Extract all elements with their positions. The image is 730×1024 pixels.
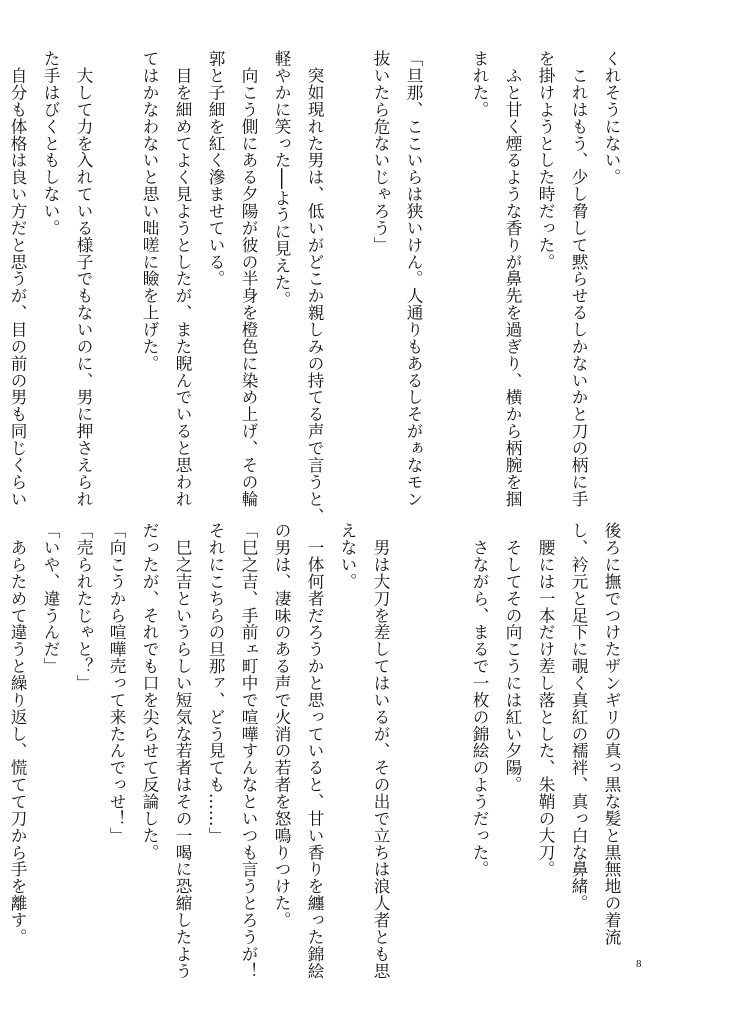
text-line: 「いや、違うんだ」 <box>41 522 60 675</box>
text-line: 「巳之吉、手前ェ町中で喧嘩すんなといつも言うとろうが！ <box>239 522 258 980</box>
text-line <box>397 522 430 940</box>
text-line: 男は大刀を差してはいるが、その出で立ちは浪人者とも思 <box>371 522 390 980</box>
text-line: 目を細めてよく見ようとしたが、また睨んでいると思われ <box>173 50 192 508</box>
text-line <box>430 522 463 940</box>
text-line: さながら、まるで一枚の錦絵のようだった。 <box>470 522 489 878</box>
text-line: 「旦那、ここいらは狭いけん。人通りもあるしそがぁなモン <box>404 50 423 508</box>
text-line: 「売られたじゃと？」 <box>74 522 93 692</box>
text-line: 後ろに撫でつけたザンギリの真っ黒な髪と黒無地の着流 <box>602 522 621 946</box>
text-line: の男は、凄味のある声で火消の若者を怒鳴りつけた。 <box>272 522 291 929</box>
text-line: 腰には一本だけ差し落とした、朱鞘の大刀。 <box>536 522 555 878</box>
text-line: 抜いたら危ないじゃろう」 <box>371 50 390 254</box>
text-line: し、衿元と足下に覗く真紅の襦袢、真っ白な鼻緒。 <box>569 522 588 912</box>
text-line: を掛けようとした時だった。 <box>536 50 555 271</box>
text-line: だったが、それでも口を尖らせて反論した。 <box>140 522 159 861</box>
text-line: それにこちらの旦那ァ、どう見ても……」 <box>206 522 225 844</box>
text-line: えない。 <box>338 522 357 590</box>
text-line <box>331 50 364 468</box>
text-line: そしてその向こうには紅い夕陽。 <box>503 522 522 793</box>
text-line: くれそうにない。 <box>602 50 621 186</box>
text-line: まれた。 <box>470 50 489 118</box>
text-line: 郭と子細を紅く滲ませている。 <box>206 50 225 288</box>
page-number: 8 <box>636 958 642 970</box>
text-line <box>430 50 463 468</box>
text-line: 軽やかに笑った──ように見えた。 <box>272 50 291 308</box>
upper-text-band <box>8 50 628 525</box>
text-line: ふと甘く煙るような香りが鼻先を過ぎり、横から柄腕を掴 <box>503 50 522 508</box>
text-line: 一体何者だろうかと思っていると、甘い香りを纏った錦絵 <box>305 522 324 980</box>
text-line: た手はびくともしない。 <box>41 50 60 237</box>
text-line: 大して力を入れている様子でもないのに、男に押さえられ <box>74 50 93 508</box>
text-line: 向こう側にある夕陽が彼の半身を橙色に染め上げ、その輪 <box>239 50 258 508</box>
text-line <box>0 522 1 940</box>
text-line <box>100 50 133 468</box>
text-line: 自分も体格は良い方だと思うが、目の前の男も同じくらい <box>8 50 27 508</box>
text-line: てはかなわないと思い咄嗟に瞼を上げた。 <box>140 50 159 372</box>
text-line: これはもう、少し脅して黙らせるしかないかと刀の柄に手 <box>569 50 588 508</box>
text-line: 巳之吉というらしい短気な若者はその一喝に恐縮したよう <box>173 522 192 980</box>
lower-text-band <box>8 522 628 980</box>
text-line: あらためて違うと繰り返し、慌てて刀から手を離す。 <box>8 522 27 946</box>
text-line: 突如現れた男は、低いがどこか親しみの持てる声で言うと、 <box>305 50 324 525</box>
text-line: 「向こうから喧嘩売って来たんでっせ！」 <box>107 522 126 844</box>
